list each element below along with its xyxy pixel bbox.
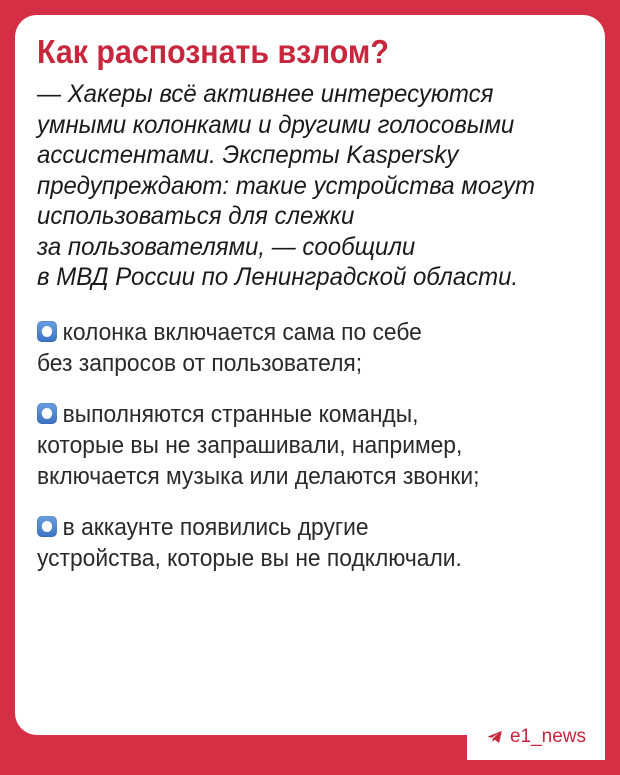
- quote-line: использоваться для слежки: [37, 202, 355, 230]
- bullet-text: выполняются странные команды,: [62, 400, 419, 428]
- quote-line: предупреждают: такие устройства могут: [37, 171, 535, 200]
- quote-line: умными колонками и другими голосовыми: [37, 110, 515, 139]
- channel-badge[interactable]: [467, 714, 605, 760]
- quote-line: ассистентами. Эксперты Kaspersky: [37, 141, 459, 169]
- bullet-list: [37, 317, 587, 574]
- bullet-item: [37, 512, 587, 574]
- radio-button-icon: [37, 516, 57, 537]
- bullet-text: которые вы не запрашивали, например,: [37, 431, 463, 459]
- content-card: [15, 15, 605, 735]
- quote-line: за пользователями, — сообщили: [37, 232, 416, 261]
- bullet-item: [37, 317, 587, 379]
- quote-line: — Хакеры всё активнее интересуются: [37, 80, 494, 108]
- radio-button-icon: [37, 321, 57, 342]
- quote-line: в МВД России по Ленинградской области.: [37, 263, 519, 291]
- radio-button-icon: [37, 403, 57, 424]
- post-title: Как распознать взлом?: [37, 33, 389, 70]
- bullet-item: [37, 399, 587, 492]
- channel-handle: e1_news: [509, 726, 587, 747]
- bullet-text: колонка включается сама по себе: [62, 318, 422, 346]
- quote-text: [37, 79, 587, 293]
- bullet-text: включается музыка или делаются звонки;: [37, 462, 480, 490]
- bullet-text: в аккаунте появились другие: [62, 513, 369, 541]
- telegram-icon: [486, 728, 504, 746]
- bullet-text: устройства, которые вы не подключали.: [37, 544, 462, 572]
- bullet-text: без запросов от пользователя;: [37, 349, 363, 377]
